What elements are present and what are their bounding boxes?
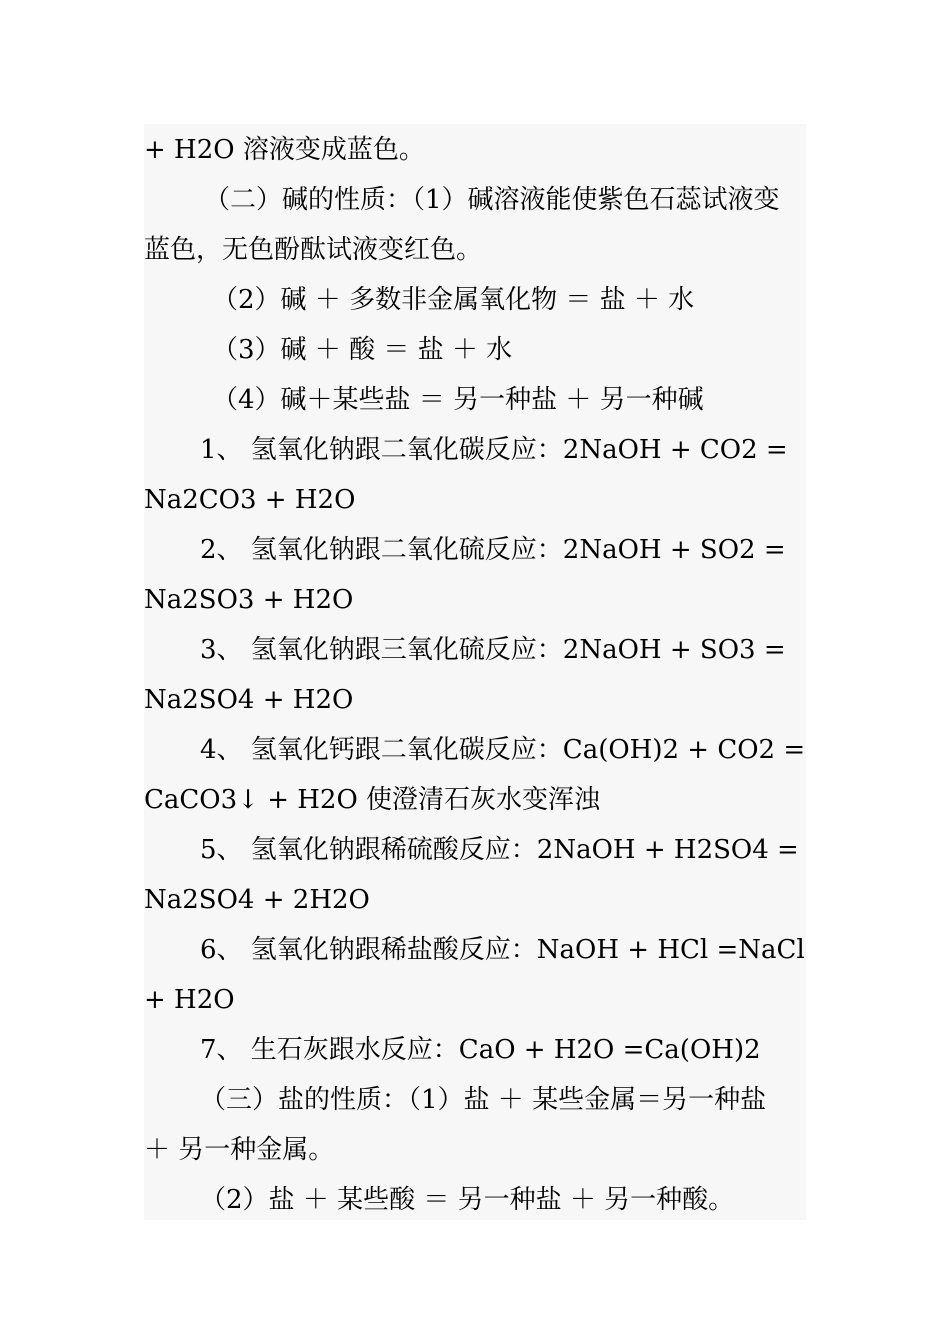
text-line: （2）盐 ＋ 某些酸 ＝ 另一种盐 ＋ 另一种酸。 bbox=[200, 1185, 735, 1215]
text-line: CaCO3↓ + H2O 使澄清石灰水变浑浊 bbox=[144, 785, 601, 815]
text-line: 5、 氢氧化钠跟稀硫酸反应：2NaOH + H2SO4 = bbox=[200, 835, 799, 865]
document-text-block bbox=[144, 124, 806, 1220]
text-line: Na2SO4 + 2H2O bbox=[144, 885, 370, 915]
text-line: Na2SO3 + H2O bbox=[144, 585, 354, 615]
text-line: + H2O 溶液变成蓝色。 bbox=[144, 135, 425, 165]
text-line: （二）碱的性质：（1）碱溶液能使紫色石蕊试液变 bbox=[204, 185, 780, 215]
text-line: 2、 氢氧化钠跟二氧化硫反应：2NaOH + SO2 = bbox=[200, 535, 786, 565]
text-line: + H2O bbox=[144, 985, 235, 1015]
text-line: Na2SO4 + H2O bbox=[144, 685, 354, 715]
text-line: 1、 氢氧化钠跟二氧化碳反应：2NaOH + CO2 = bbox=[200, 435, 788, 465]
text-line: ＋ 另一种金属。 bbox=[144, 1135, 335, 1165]
text-line: （三）盐的性质：（1）盐 ＋ 某些金属＝另一种盐 bbox=[200, 1085, 767, 1115]
text-line: Na2CO3 + H2O bbox=[144, 485, 356, 515]
text-line: （2）碱 ＋ 多数非金属氧化物 ＝ 盐 ＋ 水 bbox=[212, 285, 695, 315]
text-line: （4）碱＋某些盐 ＝ 另一种盐 ＋ 另一种碱 bbox=[212, 385, 704, 415]
text-line: （3）碱 ＋ 酸 ＝ 盐 ＋ 水 bbox=[212, 335, 513, 365]
text-line: 4、 氢氧化钙跟二氧化碳反应：Ca(OH)2 + CO2 = bbox=[200, 735, 806, 765]
text-line: 6、 氢氧化钠跟稀盐酸反应：NaOH + HCl =NaCl bbox=[200, 935, 805, 965]
text-line: 3、 氢氧化钠跟三氧化硫反应：2NaOH + SO3 = bbox=[200, 635, 786, 665]
text-line: 7、 生石灰跟水反应：CaO + H2O =Ca(OH)2 bbox=[200, 1035, 761, 1065]
text-line: 蓝色，无色酚酞试液变红色。 bbox=[144, 235, 483, 265]
